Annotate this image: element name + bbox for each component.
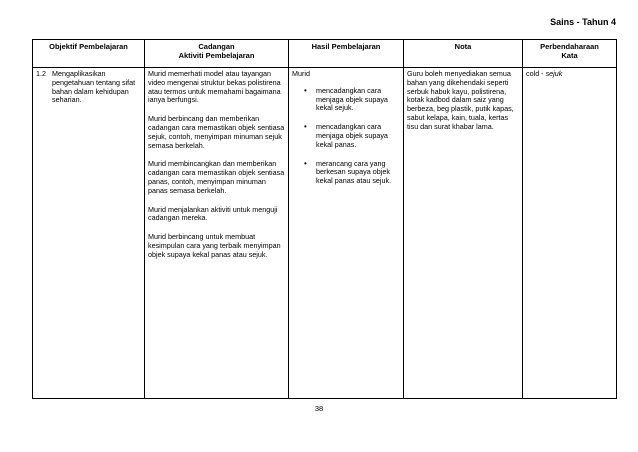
vocab-term: cold - bbox=[526, 69, 546, 78]
header-title: Sains - Tahun 4 bbox=[550, 17, 616, 27]
activity-paragraph: Murid berbincang untuk membuat kesimpulan cara yang terbaik menyimpan objek supaya kekal panas atau sejuk. bbox=[148, 232, 281, 259]
page-number: 38 bbox=[314, 404, 324, 413]
table-header-row bbox=[33, 40, 617, 68]
activity-paragraph: Murid memerhati model atau tayangan video mengenai struktur bekas polistirena atau termos untuk memahami bagaimana ianya berfungsi. bbox=[148, 69, 281, 105]
bullet-icon: • bbox=[304, 122, 307, 132]
outcomes-cell bbox=[289, 68, 404, 399]
vocab-translation: sejuk bbox=[545, 69, 563, 78]
outcomes-list bbox=[292, 87, 400, 186]
column-header-note: Nota bbox=[404, 40, 523, 68]
table-row bbox=[33, 68, 617, 399]
list-item bbox=[304, 160, 400, 186]
note-text: Guru boleh menyediakan semua bahan yang dikehendaki seperti serbuk habuk kayu, polistirena, kotak kadbod dalam saiz yang berbeza, beg plastik, putik kapas, sabut kelapa, kain, tuala, kertas tisu dan surat khabar lama. bbox=[407, 69, 514, 131]
list-item bbox=[304, 123, 400, 149]
bullet-icon: • bbox=[304, 158, 307, 168]
activity-paragraph: Murid menjalankan aktiviti untuk menguji cadangan mereka. bbox=[148, 204, 278, 223]
column-header-activities: Cadangan Aktiviti Pembelajaran bbox=[145, 40, 289, 68]
outcome-text: mencadangkan cara menjaga objek supaya kekal panas. bbox=[316, 122, 388, 149]
outcome-text: merancang cara yang berkesan supaya objek kekal panas atau sejuk. bbox=[316, 158, 392, 186]
outcome-text: mencadangkan cara menjaga objek supaya kekal sejuk. bbox=[316, 85, 388, 113]
column-header-objective: Objektif Pembelajaran bbox=[33, 40, 145, 68]
column-header-vocabulary: Perbendaharaan Kata bbox=[523, 40, 617, 68]
objective-number: 1.2 bbox=[36, 69, 46, 78]
activities-cell bbox=[145, 68, 289, 399]
activity-paragraph: Murid membincangkan dan memberikan cadangan cara memastikan objek sentiasa panas, contoh, menyimpan minuman panas semasa berkelah. bbox=[148, 159, 285, 195]
vocabulary-cell bbox=[523, 68, 617, 399]
outcomes-intro: Murid bbox=[292, 69, 310, 78]
note-cell bbox=[404, 68, 523, 399]
bullet-icon: • bbox=[304, 85, 307, 95]
column-header-outcomes: Hasil Pembelajaran bbox=[289, 40, 404, 68]
objective-cell bbox=[33, 68, 145, 399]
activity-paragraph: Murid berbincang dan memberikan cadangan cara memastikan objek sentiasa sejuk, contoh, menyimpan minuman sejuk semasa berkelah. bbox=[148, 114, 285, 150]
list-item bbox=[304, 87, 400, 113]
syllabus-table bbox=[32, 39, 617, 399]
objective-text: Mengaplikasikan pengetahuan tentang sifat bahan dalam kehidupan seharian. bbox=[52, 69, 136, 105]
